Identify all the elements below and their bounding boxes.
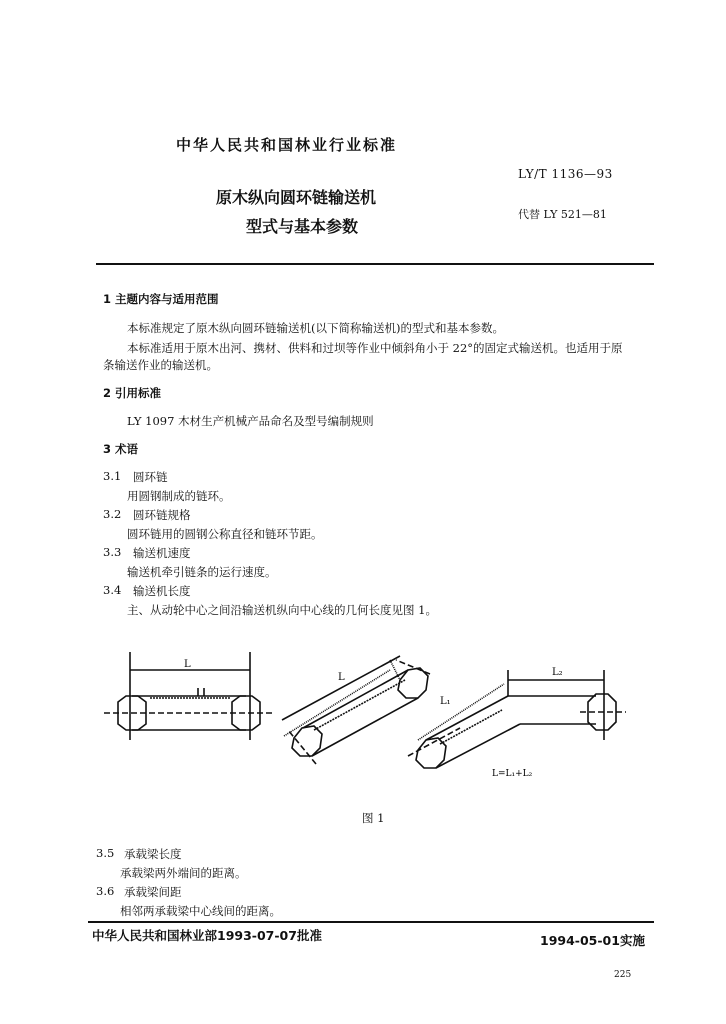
org-title: 中华人民共和国林业行业标准 [176, 136, 398, 154]
effective-date: 1994-05-01实施 [540, 933, 645, 948]
term-3-6-title: 承载梁间距 [124, 885, 182, 899]
term-3-5-title: 承载梁长度 [124, 847, 182, 861]
term-3-1-number: 3.1 [103, 469, 122, 483]
standard-number: LY/T 1136—93 [518, 167, 613, 181]
replaces-standard: 代替 LY 521—81 [518, 208, 607, 221]
term-3-2-title: 圆环链规格 [133, 508, 191, 522]
header-rule [96, 263, 654, 265]
term-3-5-definition: 承载梁两外端间的距离。 [120, 866, 247, 880]
term-3-1-definition: 用圆钢制成的链环。 [127, 489, 231, 503]
term-3-2-number: 3.2 [103, 507, 122, 521]
section-2-heading: 2 引用标准 [103, 386, 162, 400]
term-3-6-definition: 相邻两承载梁中心线间的距离。 [120, 904, 281, 918]
dim-label-L-straight: L [184, 659, 191, 670]
length-formula: L=L₁+L₂ [492, 769, 533, 779]
term-3-1-title: 圆环链 [133, 470, 168, 484]
dim-label-L-inclined: L [338, 672, 345, 683]
term-3-5-number: 3.5 [96, 846, 115, 860]
section-3-heading: 3 术语 [103, 442, 139, 456]
term-3-6-number: 3.6 [96, 884, 115, 898]
document-title-line1: 原木纵向圆环链输送机 [216, 188, 377, 207]
footer-rule [88, 921, 654, 923]
term-3-3-definition: 输送机牵引链条的运行速度。 [127, 565, 277, 579]
section-1-paragraph-2b: 条输送作业的输送机。 [103, 358, 218, 372]
dim-label-L1: L₁ [440, 696, 451, 707]
term-3-4-title: 输送机长度 [133, 584, 191, 598]
term-3-3-number: 3.3 [103, 545, 122, 559]
document-title-line2: 型式与基本参数 [246, 217, 359, 236]
term-3-4-number: 3.4 [103, 583, 122, 597]
page-number: 225 [614, 970, 632, 980]
referenced-standard: LY 1097 木材生产机械产品命名及型号编制规则 [127, 414, 374, 428]
term-3-2-definition: 圆环链用的圆钢公称直径和链环节距。 [127, 527, 323, 541]
section-1-heading: 1 主题内容与适用范围 [103, 292, 219, 306]
section-1-paragraph-1: 本标准规定了原木纵向圆环链输送机(以下简称输送机)的型式和基本参数。 [127, 321, 504, 335]
dim-label-L2: L₂ [552, 667, 563, 678]
section-1-paragraph-2a: 本标准适用于原木出河、携材、供料和过坝等作业中倾斜角小于 22°的固定式输送机。也适用于原 [127, 341, 623, 355]
figure-1-caption: 图 1 [362, 811, 385, 825]
term-3-3-title: 输送机速度 [133, 546, 191, 560]
figure-1-diagram [100, 640, 640, 790]
issued-by-date: 中华人民共和国林业部1993-07-07批准 [92, 928, 322, 943]
term-3-4-definition: 主、从动轮中心之间沿输送机纵向中心线的几何长度见图 1。 [127, 603, 437, 617]
